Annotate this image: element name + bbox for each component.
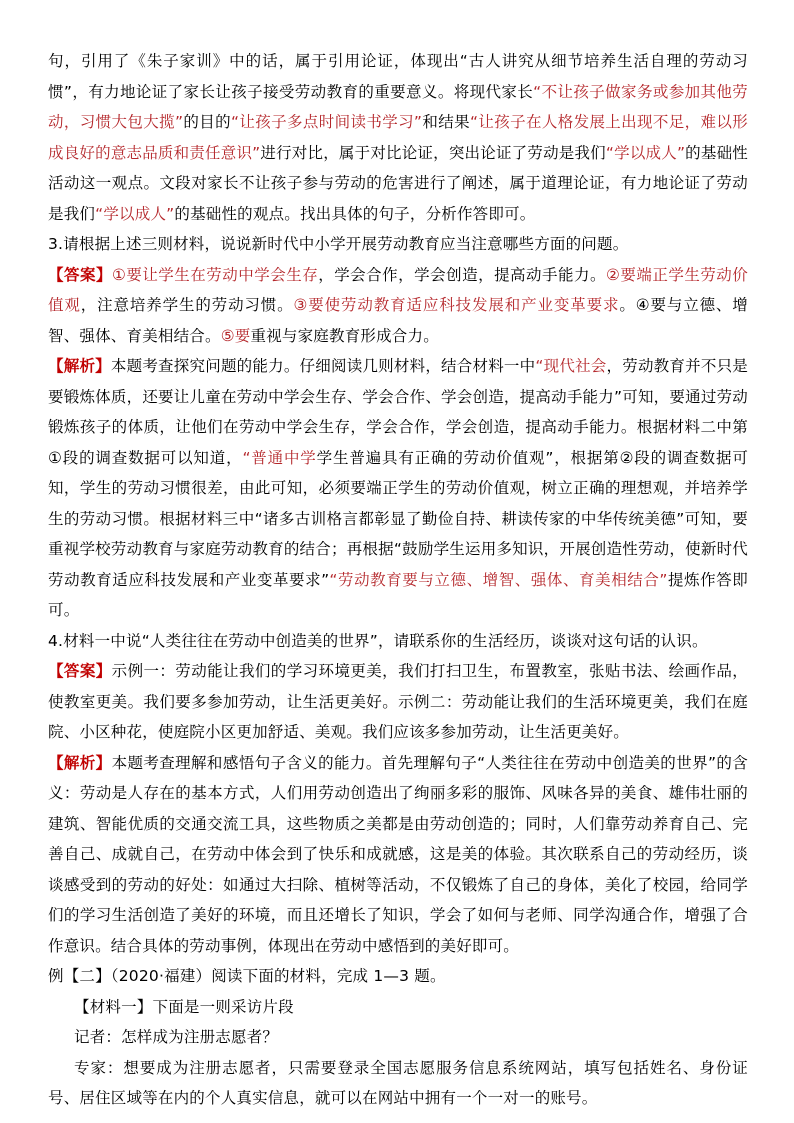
text-run: 专家：想要成为注册志愿者，只需要登录全国志愿服务信息系统网站，填写包括姓名、身份证号、居住区域等在内的个人真实信息，就可以在网站中拥有一个一对一的账号。 <box>48 1058 748 1107</box>
text-run: 和结果 <box>422 113 470 131</box>
text-run: 重视与家庭教育形成合力。 <box>250 326 439 345</box>
highlighted-text: “让孩子多点时间读书学习” <box>230 113 423 131</box>
text-run: 3.请根据上述三则材料，说说新时代中小学开展劳动教育应当注意哪些方面的问题。 <box>48 235 629 253</box>
paragraph <box>48 229 748 260</box>
highlighted-text: “学以成人” <box>605 143 686 162</box>
text-run: 【材料一】下面是一则采访片段 <box>74 997 294 1016</box>
text-run: 本题考查探究问题的能力。仔细阅读几则材料，结合材料一中 <box>110 357 536 375</box>
paragraph <box>48 1022 748 1053</box>
paragraph <box>48 46 748 229</box>
section-tag: 【解析】 <box>48 753 112 772</box>
paragraph <box>48 992 748 1023</box>
text-run: 。④要与立德、增智、强体、育美相结合。 <box>48 296 749 345</box>
paragraph <box>48 351 748 626</box>
highlighted-text: “不让孩子做家务或参加其他劳动，习惯大包大揽” <box>48 82 748 131</box>
text-run: 学生普遍具有正确的劳动价值观”，根据第②段的调查数据可知，学生的劳动习惯很差，由此可知，必须要端正学生的劳动价值观，树立正确的理想观，并培养学生的劳动习惯。根据材料三中“诸多古训格言都彰显了勤俭自持、耕读传家的中华传统美德”可知，要重视学校劳动教育与家庭劳动教育的结合；再根据“鼓励学生运用多知识，开展创造性劳动，使新时代劳动教育适应科技发展和产业变革要求” <box>48 448 749 589</box>
text-run: 的基础性活动这一观点。文段对家长不让孩子参与劳动的危害进行了阐述，属于道理论证，有力地论证了劳动是我们 <box>48 143 748 223</box>
section-tag: 【解析】 <box>48 357 111 375</box>
section-tag: 【答案】 <box>48 265 112 284</box>
paragraph <box>48 1053 748 1114</box>
highlighted-text: “普通中学 <box>242 448 317 467</box>
highlighted-text: “学以成人” <box>95 204 175 223</box>
text-run: 4.材料一中说“人类往往在劳动中创造美的世界”，请联系你的生活经历，谈谈对这句话的认识。 <box>48 631 708 650</box>
text-run: 示例一：劳动能让我们的学习环境更美，我们打扫卫生，布置教室，张贴书法、绘画作品，使教室更美。我们要多参加劳动，让生活更美好。示例二：劳动能让我们的生活环境更美，我们在庭院、小区种花，使庭院小区更加舒适、美观。我们应该多参加劳动，让生活更美好。 <box>48 662 748 741</box>
text-run: 记者：怎样成为注册志愿者？ <box>74 1028 279 1046</box>
paragraph <box>48 656 748 748</box>
highlighted-text: ②要端正学生劳动价值观 <box>48 265 748 314</box>
text-run: 本题考查理解和感悟句子含义的能力。首先理解句子“人类往往在劳动中创造美的世界”的含义：劳动是人存在的基本方式，人们用劳动创造出了绚丽多彩的服饰、风味各异的美食、雄伟壮丽的建筑、智能优质的交通交流工具，这些物质之美都是由劳动创造的；同时，人们靠劳动养育自己、完善自己、成就自己，在劳动中体会到了快乐和成就感，这是美的体验。其次联系自己的劳动经历，谈谈感受到的劳动的好处：如通过大扫除、植树等活动，不仅锻炼了自己的身体，美化了校园，给同学们的学习生活创造了美好的环境，而且还增长了知识，学会了如何与老师、同学沟通合作，增强了合作意识。结合具体的劳动事例，体现出在劳动中感悟到的美好即可。 <box>48 753 748 955</box>
document-body <box>48 46 748 1114</box>
highlighted-text: “现代社会 <box>535 357 607 375</box>
text-run: 例【二】（2020·福建）阅读下面的材料，完成 1—3 题。 <box>48 967 446 985</box>
highlighted-text: ⑤要 <box>220 326 251 345</box>
section-tag: 【答案】 <box>48 662 112 680</box>
highlighted-text: ①要让学生在劳动中学会生存 <box>111 265 319 284</box>
text-run: ，注意培养学生的劳动习惯。 <box>80 296 294 314</box>
paragraph <box>48 626 748 657</box>
text-run: 的基础性的观点。找出具体的句子，分析作答即可。 <box>174 204 536 223</box>
paragraph <box>48 748 748 962</box>
paragraph <box>48 260 748 352</box>
text-run: ，劳动教育并不只是要锻炼体质，还要让儿童在劳动中学会生存、学会合作、学会创造，提高动手能力”可知，要通过劳动锻炼孩子的体质，让他们在劳动中学会生存，学会合作，学会创造，提高动手能力。根据材料二中第①段的调查数据可以知道， <box>48 357 748 467</box>
highlighted-text: “让孩子在人格发展上出现不足，难以形成良好的意志品质和责任意识” <box>48 113 748 162</box>
text-run: 进行对比，属于对比论证，突出论证了劳动是我们 <box>260 143 606 162</box>
text-run: 的目的 <box>183 113 231 131</box>
text-run: ，学会合作，学会创造，提高动手能力。 <box>318 265 606 284</box>
text-run: 句，引用了《朱子家训》中的话，属于引用论证，体现出“古人讲究从细节培养生活自理的劳动习惯”，有力地论证了家长让孩子接受劳动教育的重要意义。将现代家长 <box>48 52 748 101</box>
paragraph <box>48 961 748 992</box>
text-run: 提炼作答即可。 <box>48 570 748 619</box>
highlighted-text: ③要使劳动教育适应科技发展和产业变革要求 <box>293 296 620 314</box>
highlighted-text: “劳动教育要与立德、增智、强体、育美相结合” <box>329 570 668 589</box>
